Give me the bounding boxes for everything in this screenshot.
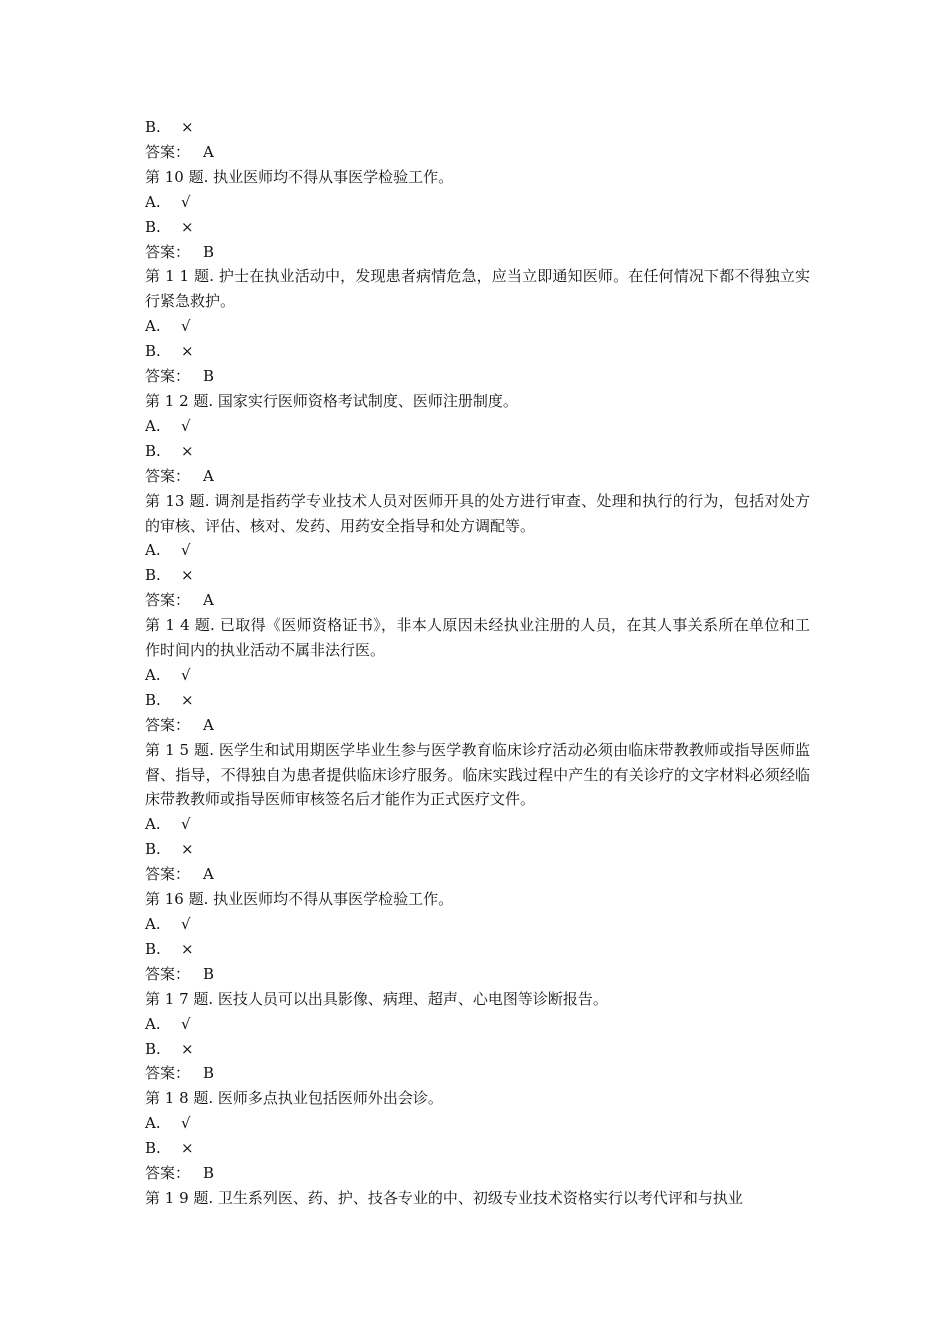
answer-line xyxy=(145,713,810,738)
cross-mark: × xyxy=(181,690,194,709)
option-b-line xyxy=(145,339,810,364)
option-a-line xyxy=(145,912,810,937)
answer-label: 答案： xyxy=(145,1164,191,1183)
option-key: B. xyxy=(145,1139,161,1158)
answer-value: A xyxy=(203,715,214,734)
answer-value: A xyxy=(203,142,214,161)
answer-line xyxy=(145,1161,810,1186)
answer-label: 答案： xyxy=(145,964,191,983)
answer-line xyxy=(145,140,810,165)
option-b-line xyxy=(145,837,810,862)
option-key: A. xyxy=(145,915,161,933)
option-key: B. xyxy=(145,118,161,136)
cross-mark: × xyxy=(181,840,194,859)
answer-value: A xyxy=(203,466,214,485)
answer-label: 答案： xyxy=(145,865,191,884)
check-mark: √ xyxy=(181,915,191,933)
option-a-line xyxy=(145,414,810,439)
question-text: 第 1 1 题. 护士在执业活动中，发现患者病情危急，应当立即通知医师。在任何情况下都不得独立实行紧急救护。 xyxy=(145,267,810,311)
option-a-line xyxy=(145,1111,810,1136)
cross-mark: × xyxy=(181,1139,194,1158)
cross-mark: × xyxy=(181,939,194,958)
check-mark: √ xyxy=(181,1114,191,1133)
check-mark: √ xyxy=(181,416,191,435)
option-b-line xyxy=(145,937,810,962)
option-a-line xyxy=(145,663,810,688)
check-mark: √ xyxy=(181,1014,191,1033)
answer-value: B xyxy=(203,964,215,983)
answer-line xyxy=(145,588,810,613)
option-key: A. xyxy=(145,541,161,560)
option-key: A. xyxy=(145,1014,161,1033)
cross-mark: × xyxy=(181,342,194,361)
option-key: B. xyxy=(145,840,161,859)
option-key: B. xyxy=(145,441,161,460)
option-key: B. xyxy=(145,690,161,709)
answer-label: 答案： xyxy=(145,1064,191,1083)
option-key: A. xyxy=(145,416,161,435)
option-key: A. xyxy=(145,815,161,834)
answer-value: A xyxy=(203,591,214,610)
answer-value: B xyxy=(203,242,215,261)
answer-value: B xyxy=(203,1064,215,1083)
answer-line xyxy=(145,240,810,265)
option-key: A. xyxy=(145,192,161,211)
question-text: 第 1 5 题. 医学生和试用期医学毕业生参与医学教育临床诊疗活动必须由临床带教教师或指导医师监督、指导，不得独自为患者提供临床诊疗服务。临床实践过程中产生的有关诊疗的文字材料必须经临床带教教师或指导医师审核签名后才能作为正式医疗文件。 xyxy=(145,740,810,809)
option-key: A. xyxy=(145,1114,161,1133)
option-key: B. xyxy=(145,342,161,361)
question-text: 第 1 9 题. 卫生系列医、药、护、技各专业的中、初级专业技术资格实行以考代评和与执业 xyxy=(145,1188,743,1207)
option-key: A. xyxy=(145,317,161,336)
answer-line xyxy=(145,1061,810,1086)
document-page xyxy=(145,115,810,1211)
answer-label: 答案： xyxy=(145,367,191,386)
cross-mark: × xyxy=(181,441,194,460)
question-text: 第 1 4 题. 已取得《医师资格证书》，非本人原因未经执业注册的人员，在其人事关系所在单位和工作时间内的执业活动不属非法行医。 xyxy=(145,616,810,660)
check-mark: √ xyxy=(181,815,191,834)
check-mark: √ xyxy=(181,541,191,560)
answer-line xyxy=(145,862,810,887)
option-b-line xyxy=(145,115,810,140)
answer-line xyxy=(145,962,810,987)
answer-label: 答案： xyxy=(145,142,191,161)
cross-mark: × xyxy=(181,566,194,585)
check-mark: √ xyxy=(181,192,191,211)
answer-label: 答案： xyxy=(145,242,191,261)
option-b-line xyxy=(145,563,810,588)
check-mark: √ xyxy=(181,317,191,336)
option-a-line xyxy=(145,538,810,563)
question-text: 第 16 题. 执业医师均不得从事医学检验工作。 xyxy=(145,890,454,909)
answer-label: 答案： xyxy=(145,715,191,734)
question-text: 第 10 题. 执业医师均不得从事医学检验工作。 xyxy=(145,167,454,186)
option-b-line xyxy=(145,1136,810,1161)
cross-mark: × xyxy=(181,118,194,136)
option-b-line xyxy=(145,1037,810,1062)
option-key: B. xyxy=(145,939,161,958)
answer-label: 答案： xyxy=(145,466,191,485)
question-text: 第 1 7 题. 医技人员可以出具影像、病理、超声、心电图等诊断报告。 xyxy=(145,989,608,1008)
option-b-line xyxy=(145,215,810,240)
answer-value: A xyxy=(203,865,214,884)
option-a-line xyxy=(145,190,810,215)
option-a-line xyxy=(145,812,810,837)
cross-mark: × xyxy=(181,217,194,236)
option-key: B. xyxy=(145,217,161,236)
answer-label: 答案： xyxy=(145,591,191,610)
answer-value: B xyxy=(203,1164,215,1183)
option-a-line xyxy=(145,1012,810,1037)
answer-line xyxy=(145,464,810,489)
answer-line xyxy=(145,364,810,389)
cross-mark: × xyxy=(181,1039,194,1058)
option-b-line xyxy=(145,439,810,464)
option-key: A. xyxy=(145,665,161,684)
option-key: B. xyxy=(145,566,161,585)
check-mark: √ xyxy=(181,665,191,684)
answer-value: B xyxy=(203,367,215,386)
question-text: 第 1 8 题. 医师多点执业包括医师外出会诊。 xyxy=(145,1089,443,1108)
option-key: B. xyxy=(145,1039,161,1058)
question-text: 第 13 题. 调剂是指药学专业技术人员对医师开具的处方进行审查、处理和执行的行为，包括对处方的审核、评估、核对、发药、用药安全指导和处方调配等。 xyxy=(145,491,810,535)
question-text: 第 1 2 题. 国家实行医师资格考试制度、医师注册制度。 xyxy=(145,391,518,410)
option-a-line xyxy=(145,314,810,339)
option-b-line xyxy=(145,688,810,713)
